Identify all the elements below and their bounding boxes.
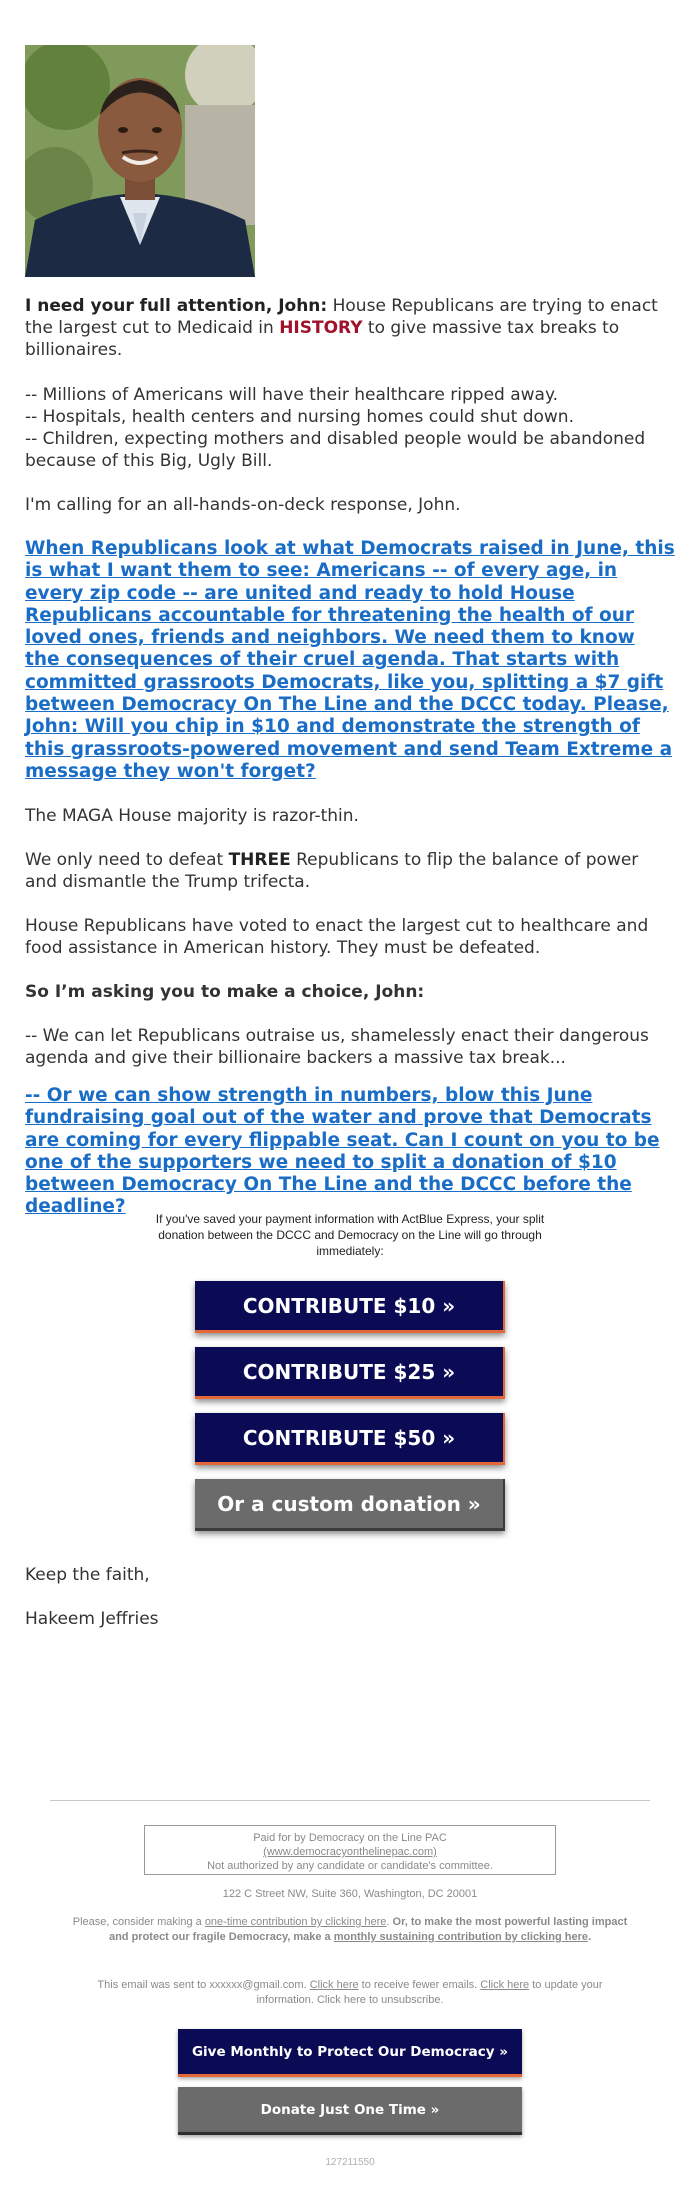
maga-line: The MAGA House majority is razor-thin. [25,806,359,826]
donate-link-main[interactable]: When Republicans look at what Democrats raised in June, this is what I want them to see: Americans -- of every age, in every zip code -- are united and ready to hold House Republicans accountable for threatening the health of our loved ones, friends and neighbors. We need them to know the consequences of their cruel agenda. That starts with committed grassroots Democrats, like you, splitting a $7 gift between Democracy On The Line and the DCCC today. Please, John: Will you chip in $10 and demonstrate the strength of this grassroots-powered movement and send Team Extreme a message they won't forget? [25,538,675,782]
bullet-line: -- Children, expecting mothers and disabled people would be abandoned because of this Big, Ugly Bill. [25,429,646,471]
mailing-address: 122 C Street NW, Suite 360, Washington, DC 20001 [222,1888,478,1900]
signoff: Keep the faith, [25,1565,150,1585]
update-info-text: to update your information. Click here to unsubscribe. [256,1979,603,2006]
three-paragraph [25,849,675,893]
choice-line: So I’m asking you to make a choice, John: [25,982,425,1002]
three-text-a: We only need to defeat [25,850,229,870]
bullet-line: -- Hospitals, health centers and nursing homes could shut down. [25,407,574,427]
contribute-50-button[interactable]: CONTRIBUTE $50 » [195,1413,505,1465]
monthly-contribution-link[interactable]: monthly sustaining contribution by clicking here [333,1931,588,1943]
call-line: I'm calling for an all-hands-on-deck response, John. [25,495,461,515]
bullet-line: -- Millions of Americans will have their healthcare ripped away. [25,385,559,405]
not-authorized-line: Not authorized by any candidate or candidate's committee. [207,1860,493,1872]
custom-donation-button[interactable]: Or a custom donation » [195,1479,505,1531]
monthly-pitch-text: Or, to make the most powerful lasting impact and protect our fragile Democracy, make a [108,1916,628,1943]
monthly-pitch-end: . [587,1931,592,1943]
fewer-emails-link[interactable]: Click here [309,1979,359,1991]
intro-text-b: to give massive tax breaks to billionaires. [25,318,620,360]
update-info-link[interactable]: Click here [480,1979,530,1991]
footer-divider [50,1800,650,1801]
donate-one-time-button[interactable]: Donate Just One Time » [178,2087,522,2135]
history-emphasis: HISTORY [279,318,363,338]
one-time-contribution-link[interactable]: one-time contribution by clicking here [204,1916,387,1928]
intro-text-a: House Republicans are trying to enact the largest cut to Medicaid in [25,296,658,338]
consider-text-b: . [386,1916,393,1928]
three-text-b: Republicans to flip the balance of power and dismantle the Trump trifecta. [25,850,639,892]
actblue-express-note: If you've saved your payment information with ActBlue Express, your split donation between the DCCC and Democracy on the Line will go through immediately: [155,1212,545,1258]
email-tracking-code: 127211550 [325,2157,375,2168]
give-monthly-button[interactable]: Give Monthly to Protect Our Democracy » [178,2029,522,2077]
intro-lead: I need your full attention, John: [25,296,328,316]
sent-to-text: This email was sent to xxxxxx@gmail.com. [97,1979,310,1991]
contribution-options-paragraph [70,1915,630,1945]
voted-line: House Republicans have voted to enact the largest cut to healthcare and food assistance in American history. They must be defeated. [25,916,649,958]
donate-link-secondary[interactable]: -- Or we can show strength in numbers, blow this June fundraising goal out of the water and prove that Democrats are coming for every flippable seat. Can I count on you to be one of the supporters we need to split a donation of $10 between Democracy On The Line and the DCCC before the deadline? [25,1085,660,1218]
paid-for-line: Paid for by Democracy on the Line PAC [253,1832,447,1844]
email-preferences-paragraph [70,1978,630,2008]
intro-paragraph [25,295,675,361]
contribute-10-button[interactable]: CONTRIBUTE $10 » [195,1281,505,1333]
portrait-illustration [25,45,255,277]
fewer-emails-text: to receive fewer emails. [358,1979,481,1991]
option-a-line: -- We can let Republicans outraise us, shamelessly enact their dangerous agenda and give their billionaire backers a massive tax break... [25,1026,649,1068]
contribute-25-button[interactable]: CONTRIBUTE $25 » [195,1347,505,1399]
portrait-photo [25,45,255,277]
paid-for-disclaimer [144,1825,556,1875]
pac-website-link[interactable]: (www.democracyonthelinepac.com) [263,1846,437,1858]
three-emphasis: THREE [228,850,291,870]
signature: Hakeem Jeffries [25,1609,159,1629]
consider-text-a: Please, consider making a [72,1916,205,1928]
